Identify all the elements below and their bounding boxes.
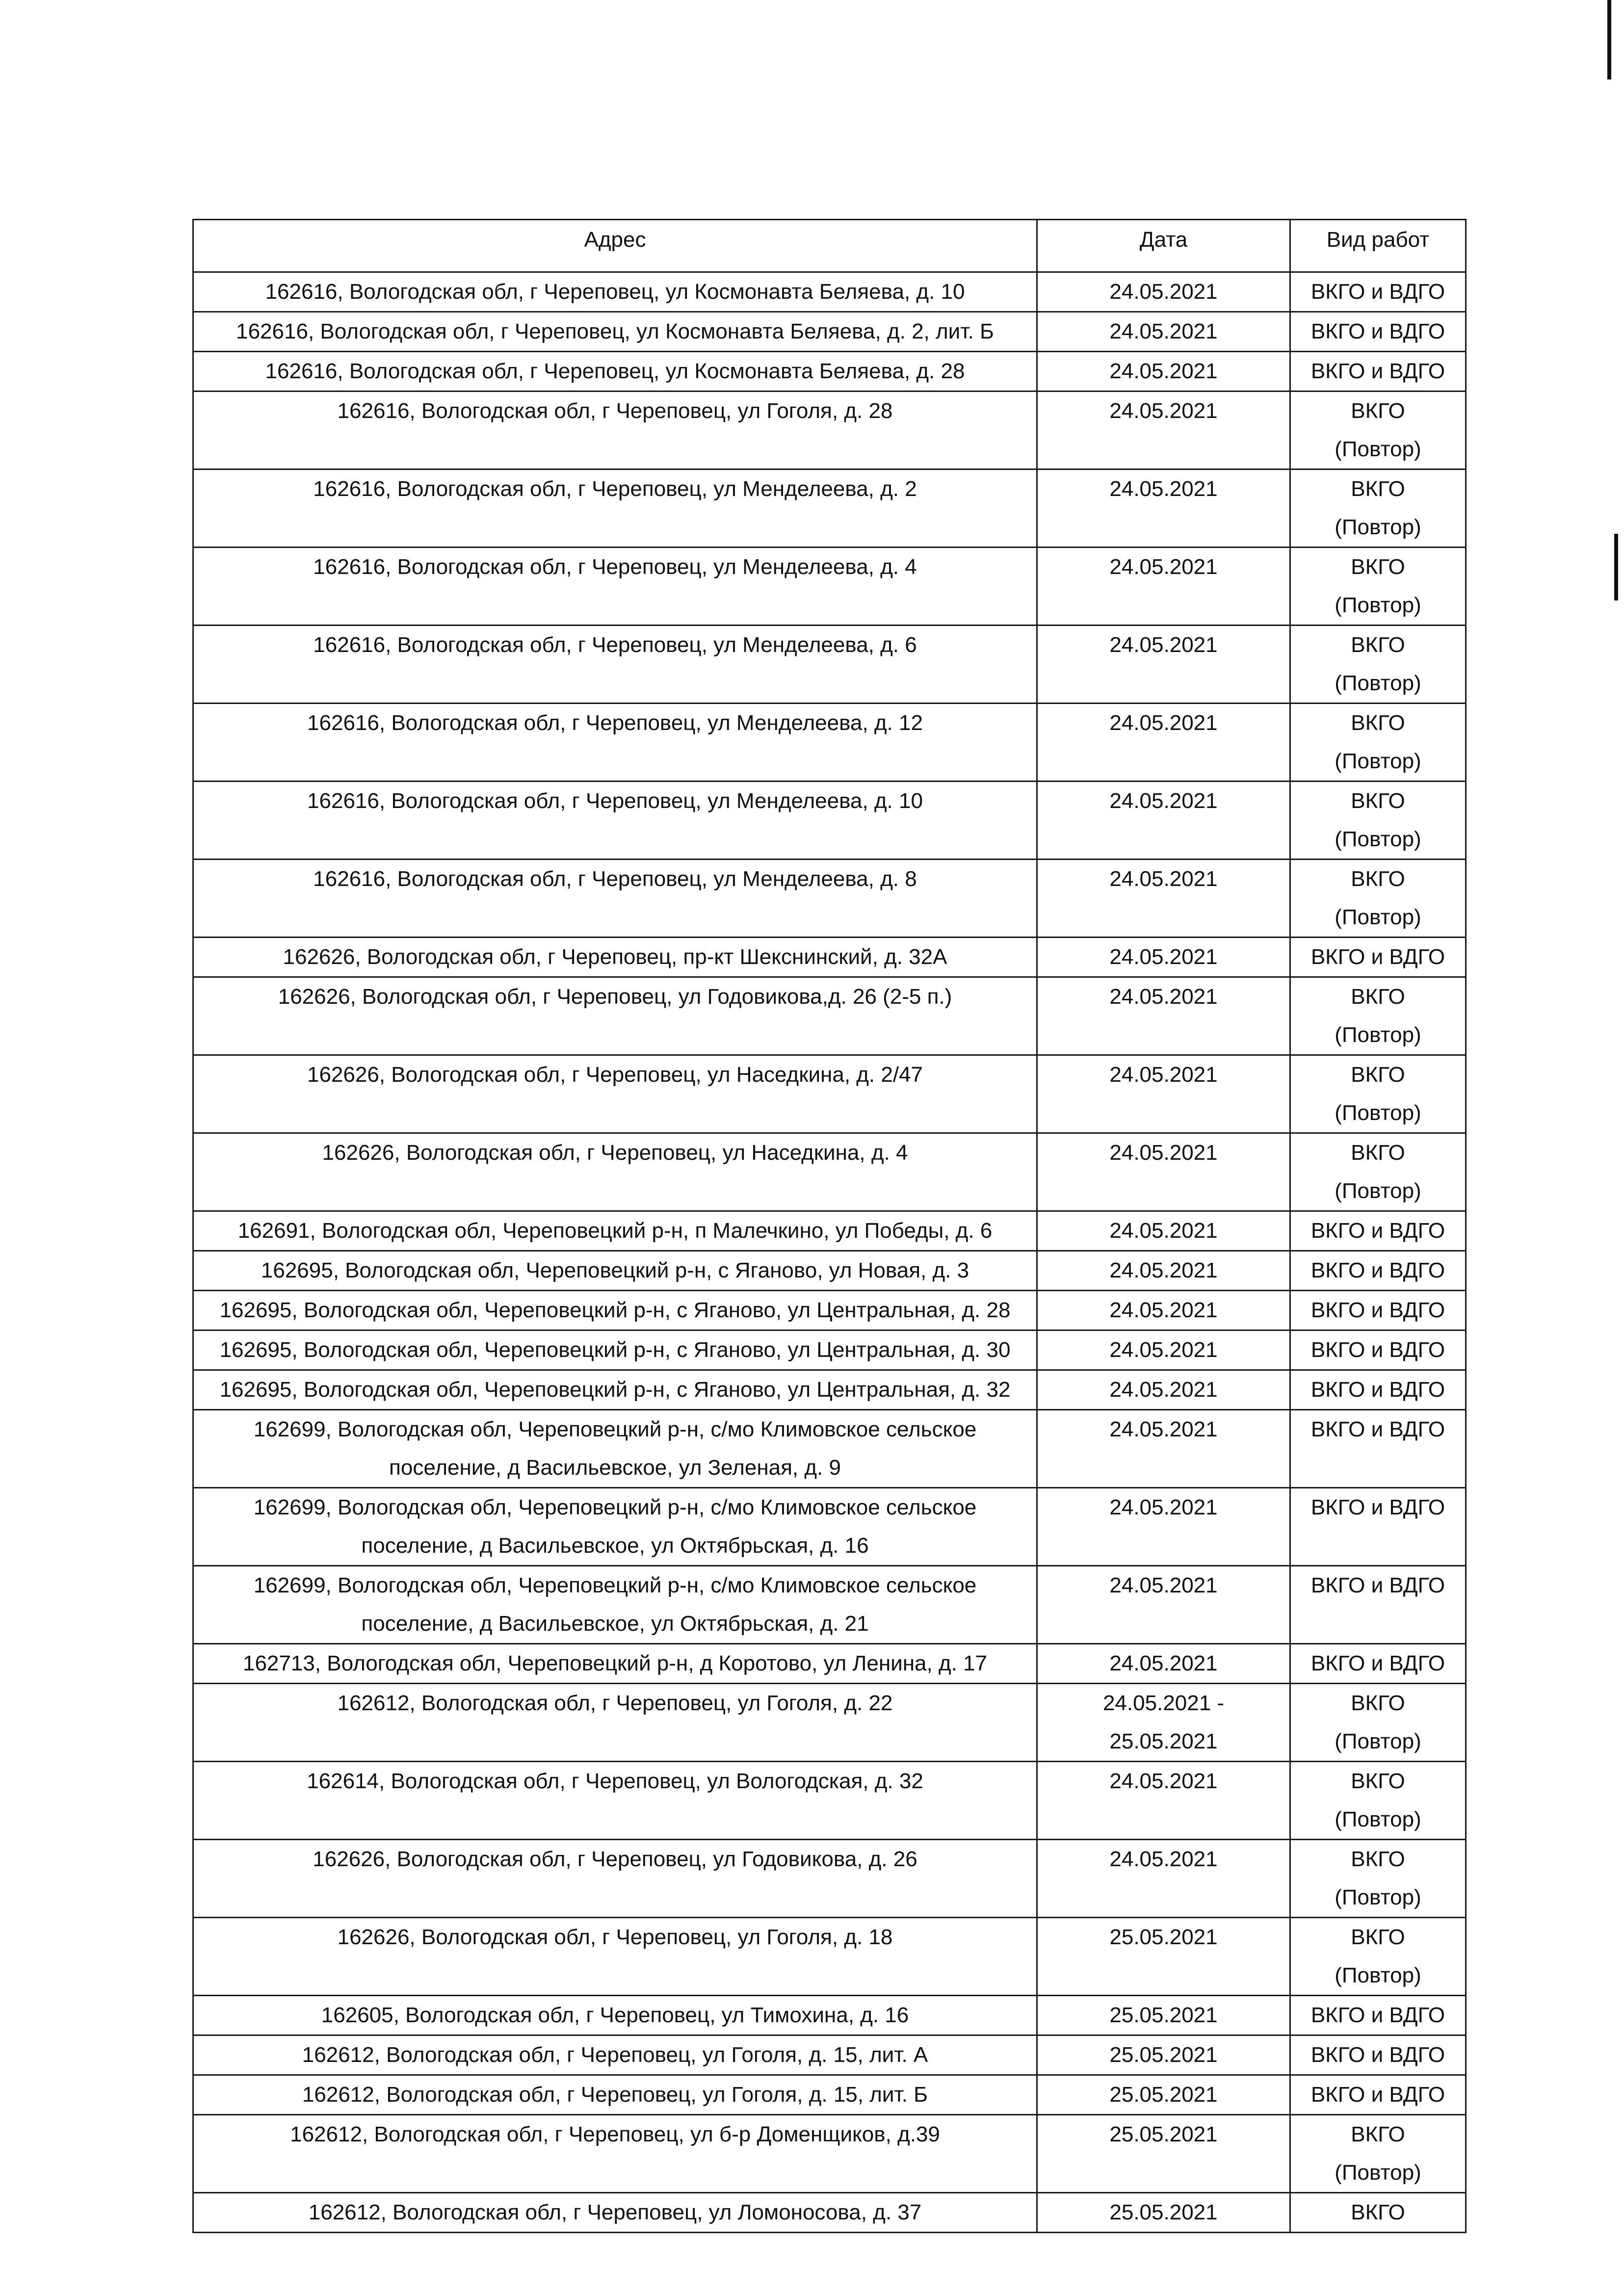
table-row <box>193 704 1466 782</box>
date-cell-line: 24.05.2021 <box>1109 1651 1218 1675</box>
date-cell <box>1037 272 1290 312</box>
work-type-cell-line: (Повтор) <box>1335 1729 1421 1753</box>
work-type-cell-line: (Повтор) <box>1335 1807 1421 1831</box>
table-row <box>193 1840 1466 1918</box>
work-type-cell <box>1290 1566 1466 1644</box>
work-type-cell <box>1290 1410 1466 1488</box>
work-type-cell <box>1290 1996 1466 2035</box>
address-cell <box>193 2075 1037 2115</box>
date-cell-line: 24.05.2021 <box>1109 1769 1218 1793</box>
address-cell <box>193 1410 1037 1488</box>
date-cell <box>1037 1644 1290 1684</box>
table-row <box>193 547 1466 626</box>
work-type-cell-line: ВКГО и ВДГО <box>1310 1219 1445 1243</box>
date-cell <box>1037 312 1290 352</box>
date-cell <box>1037 860 1290 938</box>
work-type-cell-line: ВКГО <box>1351 2200 1405 2224</box>
date-cell <box>1037 352 1290 391</box>
table-row <box>193 1566 1466 1644</box>
work-type-cell <box>1290 1291 1466 1330</box>
date-cell <box>1037 1330 1290 1370</box>
date-cell <box>1037 1211 1290 1251</box>
date-cell-line: 24.05.2021 <box>1109 1417 1218 1441</box>
date-cell-line: 25.05.2021 <box>1109 2043 1218 2067</box>
table-header-row <box>193 220 1466 272</box>
work-type-cell-line: ВКГО и ВДГО <box>1310 945 1445 969</box>
table-row <box>193 626 1466 704</box>
work-type-cell-line: ВКГО и ВДГО <box>1310 359 1445 383</box>
work-type-cell-line: ВКГО и ВДГО <box>1310 1338 1445 1362</box>
work-type-cell-line: ВКГО и ВДГО <box>1310 1651 1445 1675</box>
date-cell-line: 24.05.2021 <box>1109 945 1218 969</box>
address-cell-line: 162626, Вологодская обл, г Череповец, ул Наседкина, д. 4 <box>322 1141 908 1165</box>
date-cell-line: 24.05.2021 <box>1109 555 1218 579</box>
date-cell <box>1037 2115 1290 2193</box>
work-type-cell-line: ВКГО <box>1351 633 1405 657</box>
work-type-cell <box>1290 1211 1466 1251</box>
works-schedule-table <box>192 219 1467 2233</box>
address-cell <box>193 547 1037 626</box>
address-cell <box>193 1251 1037 1291</box>
date-cell <box>1037 1488 1290 1566</box>
table-row <box>193 272 1466 312</box>
address-cell-line: 162616, Вологодская обл, г Череповец, ул Космонавта Беляева, д. 28 <box>265 359 965 383</box>
work-type-cell-line: ВКГО <box>1351 1691 1405 1715</box>
date-cell <box>1037 977 1290 1055</box>
work-type-cell <box>1290 1840 1466 1918</box>
table-row <box>193 312 1466 352</box>
date-cell-line: 24.05.2021 <box>1109 359 1218 383</box>
work-type-cell-line: (Повтор) <box>1335 1179 1421 1203</box>
address-cell <box>193 2115 1037 2193</box>
address-cell <box>193 1684 1037 1762</box>
date-cell-line: 24.05.2021 <box>1109 711 1218 735</box>
table-row <box>193 1410 1466 1488</box>
address-cell-line: 162616, Вологодская обл, г Череповец, ул Космонавта Беляева, д. 2, лит. Б <box>236 319 994 343</box>
date-cell <box>1037 1918 1290 1996</box>
date-cell-line: 24.05.2021 <box>1109 1338 1218 1362</box>
address-cell <box>193 626 1037 704</box>
address-cell-line: 162614, Вологодская обл, г Череповец, ул Вологодская, д. 32 <box>307 1769 923 1793</box>
work-type-cell <box>1290 1055 1466 1133</box>
work-type-cell-line: (Повтор) <box>1335 593 1421 617</box>
work-type-cell-line: (Повтор) <box>1335 1963 1421 1987</box>
work-type-cell <box>1290 547 1466 626</box>
date-cell-line: 24.05.2021 <box>1109 477 1218 501</box>
address-cell <box>193 860 1037 938</box>
work-type-cell <box>1290 1133 1466 1211</box>
table-row <box>193 1330 1466 1370</box>
date-cell <box>1037 1370 1290 1410</box>
table-row <box>193 1918 1466 1996</box>
work-type-cell <box>1290 352 1466 391</box>
work-type-cell-line: ВКГО и ВДГО <box>1310 1258 1445 1282</box>
address-cell-line: поселение, д Васильевское, ул Зеленая, д. 9 <box>389 1456 841 1480</box>
address-cell-line: 162616, Вологодская обл, г Череповец, ул Менделеева, д. 2 <box>313 477 917 501</box>
work-type-cell <box>1290 704 1466 782</box>
address-cell-line: 162695, Вологодская обл, Череповецкий р-н, с Яганово, ул Центральная, д. 28 <box>219 1298 1011 1322</box>
address-cell <box>193 272 1037 312</box>
work-type-cell <box>1290 860 1466 938</box>
table-row <box>193 1291 1466 1330</box>
date-cell-line: 25.05.2021 <box>1109 2003 1218 2027</box>
date-cell <box>1037 2075 1290 2115</box>
date-cell <box>1037 1251 1290 1291</box>
date-cell-line: 24.05.2021 <box>1109 1495 1218 1519</box>
work-type-cell-line: ВКГО <box>1351 711 1405 735</box>
work-type-cell-line: ВКГО и ВДГО <box>1310 2043 1445 2067</box>
work-type-cell <box>1290 272 1466 312</box>
date-cell <box>1037 547 1290 626</box>
date-cell <box>1037 782 1290 860</box>
work-type-cell-line: (Повтор) <box>1335 515 1421 539</box>
address-cell <box>193 1996 1037 2035</box>
date-cell-line: 24.05.2021 <box>1109 985 1218 1009</box>
address-cell-line: 162612, Вологодская обл, г Череповец, ул Ломоносова, д. 37 <box>308 2200 922 2224</box>
date-cell <box>1037 1762 1290 1840</box>
work-type-cell <box>1290 977 1466 1055</box>
date-cell <box>1037 2035 1290 2075</box>
address-cell-line: 162612, Вологодская обл, г Череповец, ул Гоголя, д. 22 <box>337 1691 893 1715</box>
date-cell-line: 25.05.2021 <box>1109 2122 1218 2146</box>
table-row <box>193 1684 1466 1762</box>
work-type-cell <box>1290 626 1466 704</box>
address-cell-line: 162699, Вологодская обл, Череповецкий р-н, с/мо Климовское сельское <box>253 1417 977 1441</box>
date-cell <box>1037 2193 1290 2233</box>
address-cell-line: 162626, Вологодская обл, г Череповец, пр-кт Шекснинский, д. 32А <box>283 945 947 969</box>
work-type-cell <box>1290 782 1466 860</box>
work-type-cell <box>1290 1330 1466 1370</box>
date-cell-line: 24.05.2021 <box>1109 1258 1218 1282</box>
address-cell-line: поселение, д Васильевское, ул Октябрьская, д. 21 <box>361 1612 869 1636</box>
work-type-cell-line: ВКГО и ВДГО <box>1310 280 1445 304</box>
work-type-cell <box>1290 469 1466 547</box>
work-type-cell <box>1290 2035 1466 2075</box>
address-cell-line: 162699, Вологодская обл, Череповецкий р-н, с/мо Климовское сельское <box>253 1495 977 1519</box>
date-cell <box>1037 1291 1290 1330</box>
date-cell <box>1037 1566 1290 1644</box>
address-cell <box>193 1644 1037 1684</box>
address-cell-line: 162612, Вологодская обл, г Череповец, ул Гоголя, д. 15, лит. Б <box>302 2083 928 2107</box>
table-row <box>193 1488 1466 1566</box>
address-cell <box>193 391 1037 469</box>
work-type-cell-line: (Повтор) <box>1335 749 1421 773</box>
work-type-cell-line: (Повтор) <box>1335 437 1421 461</box>
work-type-cell-line: ВКГО и ВДГО <box>1310 1417 1445 1441</box>
address-cell-line: 162612, Вологодская обл, г Череповец, ул Гоголя, д. 15, лит. А <box>302 2043 928 2067</box>
date-cell-line: 24.05.2021 <box>1109 1219 1218 1243</box>
work-type-cell-line: ВКГО и ВДГО <box>1310 1378 1445 1402</box>
address-cell-line: 162616, Вологодская обл, г Череповец, ул Космонавта Беляева, д. 10 <box>265 280 965 304</box>
address-cell <box>193 1840 1037 1918</box>
date-cell-line: 24.05.2021 <box>1109 1847 1218 1871</box>
date-cell-line: 24.05.2021 <box>1109 1063 1218 1087</box>
table-row <box>193 782 1466 860</box>
address-cell <box>193 782 1037 860</box>
date-cell-line: 25.05.2021 <box>1109 2083 1218 2107</box>
address-cell-line: 162695, Вологодская обл, Череповецкий р-н, с Яганово, ул Новая, д. 3 <box>261 1258 969 1282</box>
address-cell-line: 162605, Вологодская обл, г Череповец, ул Тимохина, д. 16 <box>321 2003 909 2027</box>
scan-edge-mark <box>1614 534 1618 600</box>
address-cell <box>193 1566 1037 1644</box>
work-type-cell-line: ВКГО и ВДГО <box>1310 2003 1445 2027</box>
date-cell-line: 24.05.2021 <box>1109 399 1218 423</box>
date-cell <box>1037 1133 1290 1211</box>
scan-edge-mark <box>1607 0 1611 79</box>
work-type-cell <box>1290 312 1466 352</box>
header-work-type: Вид работ <box>1290 220 1466 272</box>
work-type-cell-line: ВКГО <box>1351 2122 1405 2146</box>
work-type-cell <box>1290 391 1466 469</box>
table-row <box>193 2115 1466 2193</box>
address-cell-line: 162616, Вологодская обл, г Череповец, ул Менделеева, д. 12 <box>307 711 923 735</box>
header-address: Адрес <box>193 220 1037 272</box>
date-cell <box>1037 1840 1290 1918</box>
date-cell <box>1037 626 1290 704</box>
address-cell-line: 162612, Вологодская обл, г Череповец, ул б-р Доменщиков, д.39 <box>290 2122 940 2146</box>
work-type-cell-line: ВКГО <box>1351 1769 1405 1793</box>
address-cell <box>193 312 1037 352</box>
address-cell-line: 162626, Вологодская обл, г Череповец, ул Наседкина, д. 2/47 <box>307 1063 923 1087</box>
table-row <box>193 1055 1466 1133</box>
table-row <box>193 1762 1466 1840</box>
work-type-cell-line: ВКГО <box>1351 1925 1405 1949</box>
work-type-cell <box>1290 2193 1466 2233</box>
date-cell-line: 24.05.2021 <box>1109 1141 1218 1165</box>
table-row <box>193 352 1466 391</box>
date-cell-line: 24.05.2021 <box>1109 280 1218 304</box>
work-type-cell-line: ВКГО и ВДГО <box>1310 2083 1445 2107</box>
date-cell <box>1037 1684 1290 1762</box>
address-cell <box>193 1330 1037 1370</box>
table-row <box>193 1996 1466 2035</box>
address-cell <box>193 1291 1037 1330</box>
work-type-cell-line: ВКГО и ВДГО <box>1310 1573 1445 1597</box>
work-type-cell-line: ВКГО и ВДГО <box>1310 1495 1445 1519</box>
address-cell-line: 162616, Вологодская обл, г Череповец, ул Менделеева, д. 8 <box>313 867 917 891</box>
work-type-cell <box>1290 1370 1466 1410</box>
work-type-cell-line: (Повтор) <box>1335 905 1421 929</box>
table-row <box>193 469 1466 547</box>
address-cell-line: 162616, Вологодская обл, г Череповец, ул Менделеева, д. 6 <box>313 633 917 657</box>
address-cell-line: 162695, Вологодская обл, Череповецкий р-н, с Яганово, ул Центральная, д. 32 <box>219 1378 1011 1402</box>
date-cell <box>1037 1996 1290 2035</box>
work-type-cell <box>1290 2075 1466 2115</box>
table-row <box>193 2193 1466 2233</box>
header-date: Дата <box>1037 220 1290 272</box>
work-type-cell-line: (Повтор) <box>1335 671 1421 695</box>
work-type-cell <box>1290 938 1466 977</box>
address-cell <box>193 2035 1037 2075</box>
date-cell <box>1037 1055 1290 1133</box>
work-type-cell-line: (Повтор) <box>1335 1885 1421 1909</box>
work-type-cell-line: ВКГО <box>1351 867 1405 891</box>
table-row <box>193 1211 1466 1251</box>
work-type-cell <box>1290 1644 1466 1684</box>
date-cell-line: 24.05.2021 - <box>1102 1691 1225 1715</box>
address-cell-line: 162699, Вологодская обл, Череповецкий р-н, с/мо Климовское сельское <box>253 1573 977 1597</box>
address-cell-line: поселение, д Васильевское, ул Октябрьская, д. 16 <box>361 1534 869 1558</box>
work-type-cell-line: ВКГО <box>1351 555 1405 579</box>
address-cell <box>193 352 1037 391</box>
work-type-cell-line: ВКГО и ВДГО <box>1310 319 1445 343</box>
date-cell-line: 24.05.2021 <box>1109 319 1218 343</box>
date-cell-line: 24.05.2021 <box>1109 1298 1218 1322</box>
address-cell <box>193 977 1037 1055</box>
address-cell-line: 162695, Вологодская обл, Череповецкий р-н, с Яганово, ул Центральная, д. 30 <box>219 1338 1011 1362</box>
table-row <box>193 860 1466 938</box>
date-cell-line: 24.05.2021 <box>1109 1573 1218 1597</box>
table-body <box>193 272 1466 2233</box>
work-type-cell-line: (Повтор) <box>1335 2161 1421 2185</box>
date-cell-line: 25.05.2021 <box>1109 1925 1218 1949</box>
table-row <box>193 1133 1466 1211</box>
work-type-cell-line: (Повтор) <box>1335 827 1421 851</box>
work-type-cell-line: ВКГО <box>1351 477 1405 501</box>
address-cell <box>193 469 1037 547</box>
work-type-cell-line: ВКГО <box>1351 1847 1405 1871</box>
table-row <box>193 977 1466 1055</box>
work-type-cell-line: ВКГО <box>1351 1063 1405 1087</box>
address-cell-line: 162616, Вологодская обл, г Череповец, ул Гоголя, д. 28 <box>337 399 893 423</box>
work-type-cell-line: (Повтор) <box>1335 1101 1421 1125</box>
address-cell <box>193 2193 1037 2233</box>
work-type-cell-line: ВКГО и ВДГО <box>1310 1298 1445 1322</box>
date-cell <box>1037 1410 1290 1488</box>
table-row <box>193 1370 1466 1410</box>
work-type-cell-line: ВКГО <box>1351 1141 1405 1165</box>
work-type-cell <box>1290 2115 1466 2193</box>
date-cell-line: 25.05.2021 <box>1109 1729 1218 1753</box>
table-row <box>193 1644 1466 1684</box>
table-row <box>193 391 1466 469</box>
work-type-cell-line: ВКГО <box>1351 789 1405 813</box>
work-type-cell <box>1290 1488 1466 1566</box>
date-cell <box>1037 469 1290 547</box>
address-cell-line: 162616, Вологодская обл, г Череповец, ул Менделеева, д. 4 <box>313 555 917 579</box>
address-cell <box>193 1762 1037 1840</box>
work-type-cell <box>1290 1251 1466 1291</box>
address-cell <box>193 1055 1037 1133</box>
work-type-cell <box>1290 1918 1466 1996</box>
date-cell-line: 24.05.2021 <box>1109 633 1218 657</box>
date-cell-line: 24.05.2021 <box>1109 867 1218 891</box>
address-cell <box>193 1488 1037 1566</box>
work-type-cell-line: ВКГО <box>1351 985 1405 1009</box>
table-row <box>193 2035 1466 2075</box>
address-cell <box>193 938 1037 977</box>
date-cell <box>1037 704 1290 782</box>
table-row <box>193 938 1466 977</box>
work-type-cell <box>1290 1762 1466 1840</box>
date-cell <box>1037 391 1290 469</box>
work-type-cell-line: (Повтор) <box>1335 1023 1421 1047</box>
address-cell-line: 162616, Вологодская обл, г Череповец, ул Менделеева, д. 10 <box>307 789 923 813</box>
table-row <box>193 1251 1466 1291</box>
address-cell-line: 162713, Вологодская обл, Череповецкий р-н, д Коротово, ул Ленина, д. 17 <box>242 1651 987 1675</box>
address-cell-line: 162626, Вологодская обл, г Череповец, ул Годовикова, д. 26 <box>313 1847 917 1871</box>
address-cell <box>193 704 1037 782</box>
address-cell-line: 162626, Вологодская обл, г Череповец, ул Годовикова,д. 26 (2-5 п.) <box>278 985 952 1009</box>
address-cell <box>193 1211 1037 1251</box>
date-cell-line: 24.05.2021 <box>1109 789 1218 813</box>
address-cell-line: 162691, Вологодская обл, Череповецкий р-н, п Малечкино, ул Победы, д. 6 <box>237 1219 993 1243</box>
work-type-cell-line: ВКГО <box>1351 399 1405 423</box>
address-cell <box>193 1133 1037 1211</box>
address-cell <box>193 1370 1037 1410</box>
address-cell-line: 162626, Вологодская обл, г Череповец, ул Гоголя, д. 18 <box>337 1925 893 1949</box>
date-cell-line: 24.05.2021 <box>1109 1378 1218 1402</box>
work-type-cell <box>1290 1684 1466 1762</box>
table-row <box>193 2075 1466 2115</box>
date-cell <box>1037 938 1290 977</box>
address-cell <box>193 1918 1037 1996</box>
date-cell-line: 25.05.2021 <box>1109 2200 1218 2224</box>
